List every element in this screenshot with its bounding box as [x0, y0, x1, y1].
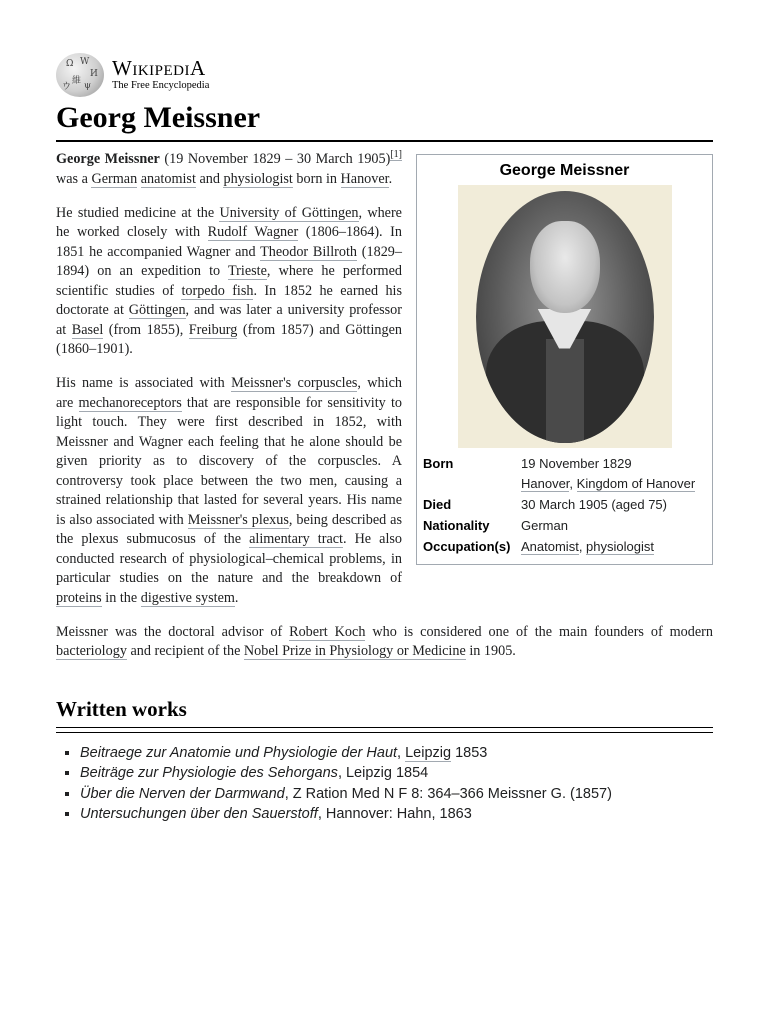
legacy-paragraph: [56, 623, 713, 662]
list-item: [80, 743, 713, 764]
para-text: He studied medicine at the: [56, 204, 220, 221]
list-item: [80, 804, 713, 825]
link-proteins[interactable]: proteins: [56, 589, 102, 606]
link-anatomist[interactable]: anatomist: [140, 170, 196, 187]
para-text: Meissner was the doctoral advisor of: [56, 623, 290, 640]
link-theodor-billroth[interactable]: Theodor Billroth: [260, 243, 358, 260]
link-rudolf-wagner[interactable]: Rudolf Wagner: [207, 224, 299, 240]
intro-text: .: [388, 170, 393, 187]
link-hanover-born[interactable]: Hanover: [521, 476, 570, 491]
occupation-value: [521, 537, 706, 557]
died-label: Died: [423, 497, 452, 512]
occupation-sep: ,: [578, 539, 587, 554]
para-text: in the: [101, 589, 141, 606]
para-text: that are responsible for sensitivity to light touch. They were first described in 1852, with Meissner and Wagner each feeling that he alone should be given priority as to discovery of the corpuscles. A controversy took place between the two men, causing a strained relationship that lasted for several years. His name is also associated with: [56, 394, 402, 528]
work-rest: , Z Ration Med N F 8: 364–366 Meissner G. (1857): [284, 785, 612, 802]
list-item: [80, 763, 713, 784]
nationality-value: German: [521, 518, 568, 533]
intro-bold-name: George Meissner: [56, 151, 160, 167]
intro-text: and: [195, 170, 224, 187]
portrait-head: [530, 221, 600, 313]
work-title: Untersuchungen über den Sauerstoff: [80, 806, 318, 823]
para-text: , where he performed scientific studies of: [56, 263, 402, 299]
para-text: .: [234, 589, 239, 606]
para-text: (from 1855),: [103, 321, 189, 338]
portrait-image[interactable]: [458, 185, 672, 448]
link-mechanoreceptors[interactable]: mechanoreceptors: [78, 394, 182, 411]
page-title: Georg Meissner: [56, 100, 713, 142]
para-text: , which are: [56, 375, 402, 411]
wordmark-main: Wikipedi: [112, 56, 190, 81]
link-university-of-gottingen[interactable]: University of Göttingen: [219, 204, 359, 221]
para-text: and recipient of the: [126, 643, 244, 659]
para-text: . He also conducted research of physiological–chemical problems, in particular studies on the nature and the breakdown of: [56, 531, 402, 586]
para-text: , being described as the plexus submucosus of the: [56, 511, 403, 547]
para-text: His name is associated with: [56, 375, 232, 391]
link-kingdom-of-hanover[interactable]: Kingdom of Hanover: [576, 476, 696, 491]
link-robert-koch[interactable]: Robert Koch: [289, 623, 366, 640]
para-text: who is considered one of the main founders of modern: [365, 623, 713, 640]
link-leipzig[interactable]: Leipzig: [405, 744, 452, 761]
para-text: , and was later a university professor at: [56, 302, 402, 338]
link-gottingen[interactable]: Göttingen: [128, 302, 186, 318]
occupation-label: Occupation(s): [423, 539, 511, 554]
wikipedia-globe-icon: Ω W И 維 ウ ψ: [56, 53, 104, 97]
infobox-row-born: [423, 454, 706, 494]
para-text: (1829–1894) on an expedition to: [56, 243, 402, 279]
link-hanover[interactable]: Hanover: [340, 170, 389, 187]
infobox-title: George Meissner: [499, 162, 630, 179]
link-anatomist-infobox[interactable]: Anatomist: [521, 539, 579, 554]
born-value: [521, 454, 706, 494]
works-list: [56, 743, 713, 825]
reference-1[interactable]: [1]: [390, 149, 403, 161]
work-rest: 1853: [451, 744, 488, 761]
link-trieste[interactable]: Trieste: [228, 263, 267, 279]
section-heading-written-works: Written works: [56, 696, 713, 728]
portrait-oval: [476, 191, 654, 443]
intro-text: (19 November 1829 – 30 March 1905): [159, 151, 391, 167]
wikipedia-wordmark: [112, 58, 209, 92]
para-text: , where he worked closely with: [56, 204, 402, 240]
born-label: Born: [423, 456, 454, 471]
link-alimentary-tract[interactable]: alimentary tract: [249, 531, 343, 547]
born-date: 19 November 1829: [521, 456, 632, 471]
para-text: (1806–1864). In 1851 he accompanied Wagner and: [56, 224, 402, 260]
wordmark-tagline: The Free Encyclopedia: [112, 80, 210, 92]
portrait-vest: [546, 339, 584, 443]
work-rest: , Hannover: Hahn, 1863: [317, 806, 472, 823]
work-title: Über die Nerven der Darmwand: [80, 785, 285, 802]
work-title: Beitraege zur Anatomie und Physiologie der Haut: [80, 744, 398, 761]
link-german[interactable]: German: [91, 170, 138, 187]
para-text: (from 1857) and Göttingen (1860–1901).: [56, 321, 402, 357]
link-meissners-plexus[interactable]: Meissner's plexus: [187, 511, 289, 528]
link-freiburg[interactable]: Freiburg: [188, 321, 238, 338]
link-physiologist-infobox[interactable]: physiologist: [586, 539, 654, 554]
link-meissners-corpuscles[interactable]: Meissner's corpuscles: [231, 375, 358, 391]
page: [56, 52, 713, 825]
wordmark-end: A: [189, 56, 206, 81]
infobox-row-died: [423, 495, 706, 515]
died-value: 30 March 1905 (aged 75): [521, 497, 667, 512]
link-digestive-system[interactable]: digestive system: [140, 589, 235, 606]
link-basel[interactable]: Basel: [71, 321, 104, 338]
infobox-row-nationality: [423, 516, 706, 536]
link-nobel-prize[interactable]: Nobel Prize in Physiology or Medicine: [243, 643, 466, 659]
intro-text: was a: [56, 170, 92, 187]
article-content: [56, 150, 713, 825]
work-title: Beiträge zur Physiologie des Sehorgans: [80, 765, 338, 782]
infobox: [416, 154, 713, 565]
list-item: [80, 784, 713, 805]
work-sep: ,: [397, 744, 406, 761]
section-rule: [56, 732, 713, 733]
nationality-label: Nationality: [423, 518, 490, 533]
born-place-sep: ,: [569, 476, 577, 491]
infobox-row-occupation: [423, 537, 706, 557]
work-rest: , Leipzig 1854: [337, 765, 429, 782]
wikipedia-logo[interactable]: [56, 52, 713, 98]
para-text: . In 1852 he earned his doctorate at: [56, 282, 402, 318]
intro-text: born in: [292, 170, 341, 187]
para-text: in 1905.: [465, 643, 516, 659]
link-bacteriology[interactable]: bacteriology: [56, 643, 127, 659]
link-physiologist[interactable]: physiologist: [223, 170, 293, 187]
link-torpedo-fish[interactable]: torpedo fish: [181, 282, 254, 299]
